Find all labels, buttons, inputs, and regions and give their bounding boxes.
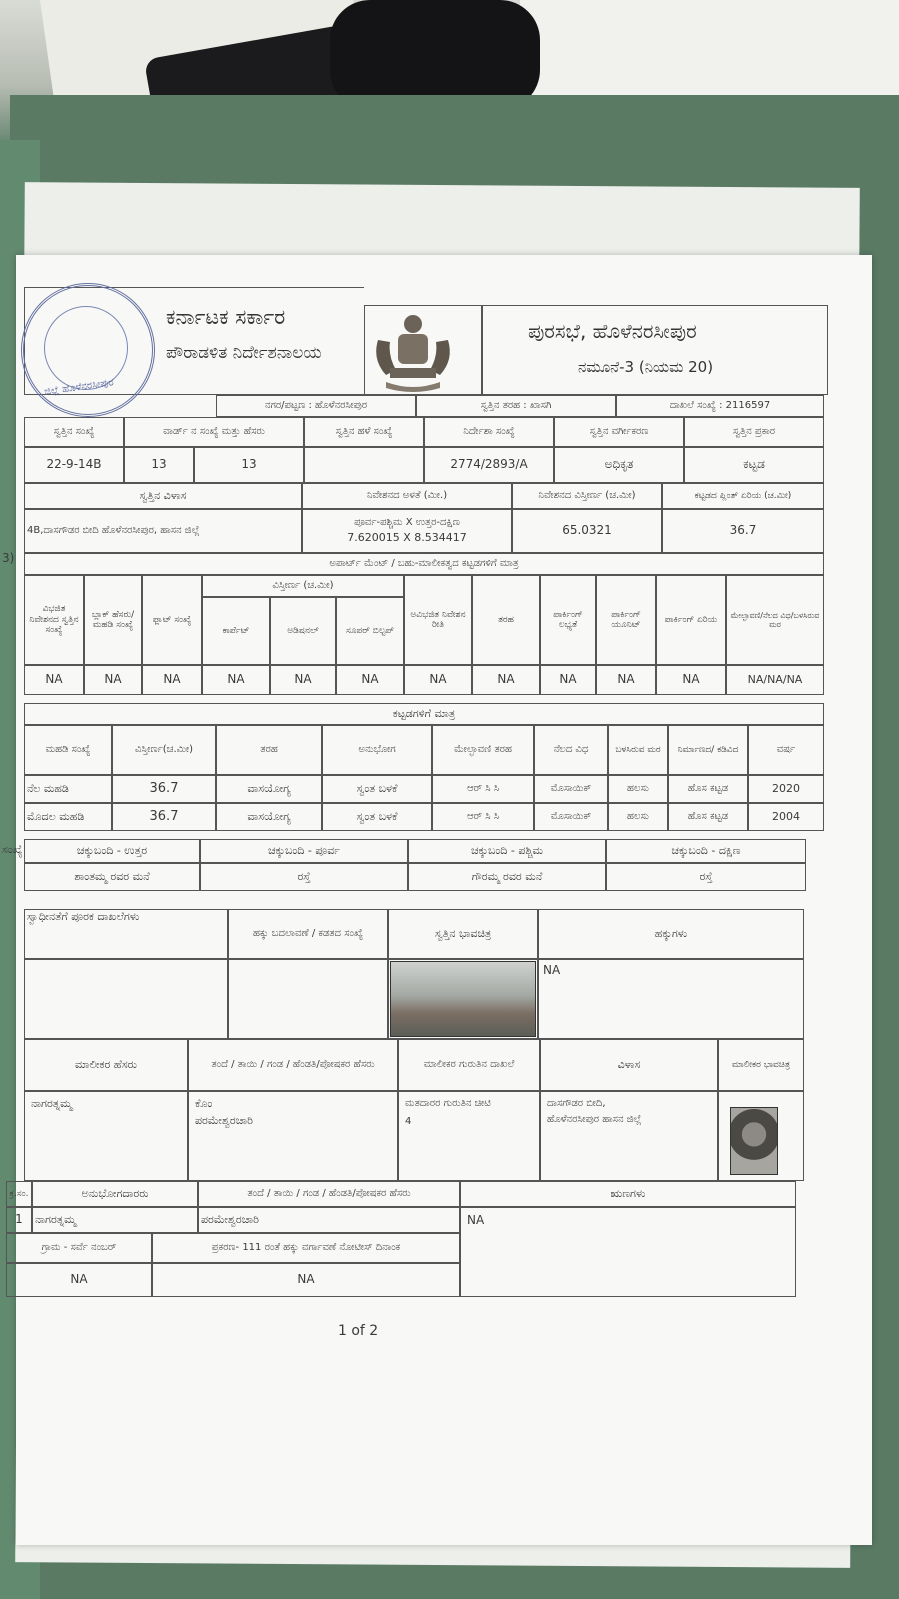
owner-name-value: ನಾಗರತ್ನಮ್ಮ — [24, 1091, 188, 1181]
bld-col-usage: ಅನುಭೋಗ — [322, 725, 432, 775]
apt-col-type: ತರಹ — [472, 575, 540, 665]
notice-date-value: NA — [152, 1263, 460, 1297]
occ-no-header: ಕ್ರ.ಸಂ. — [6, 1181, 32, 1207]
apt-val-flat-no: NA — [142, 665, 202, 695]
directorate-name: ಪೌರಾಡಳಿತ ನಿರ್ದೇಶನಾಲಯ — [166, 343, 322, 363]
property-kind-header: ಸ್ವತ್ತಿನ ಪ್ರಕಾರ — [684, 417, 824, 447]
apt-val-parking-area: NA — [656, 665, 726, 695]
left-edge-label: ಸಂಖ್ಯೆ — [2, 843, 23, 856]
entry-number-label: ದಾಖಲೆ ಸಂಖ್ಯೆ — [669, 400, 716, 412]
property-kind-value: ಕಟ್ಟಡ — [684, 447, 824, 483]
building-section-title: ಕಟ್ಟಡಗಳಿಗೆ ಮಾತ್ರ — [24, 703, 824, 725]
entry-number-value: 2116597 — [725, 400, 771, 412]
property-no-header: ಸ್ವತ್ತಿನ ಸಂಖ್ಯೆ — [24, 417, 124, 447]
apt-val-super-builtup: NA — [336, 665, 404, 695]
apt-col-parking-area: ಪಾರ್ಕಿಂಗ್ ಏರಿಯ — [656, 575, 726, 665]
bld-row2-wood: ಹಲಸು — [608, 803, 668, 831]
bld-row2-type: ವಾಸಯೋಗ್ಯ — [216, 803, 322, 831]
supporting-docs-header: ಸ್ವಾಧೀನತೆಗೆ ಪೂರಕ ದಾಖಲೆಗಳು — [24, 909, 228, 959]
owner-address-line2: ಹೊಳೆನರಸೀಪುರ ಹಾಸನ ಜಿಲ್ಲೆ — [547, 1113, 642, 1125]
plot-area-header: ನಿವೇಶನದ ವಿಸ್ತೀರ್ಣ (ಚ.ಮೀ) — [512, 483, 662, 509]
bld-row1-construction: ಹೊಸ ಕಟ್ಟಡ — [668, 775, 748, 803]
owner-id-header: ಮಾಲೀಕರ ಗುರುತಿನ ದಾಖಲೆ — [398, 1039, 540, 1091]
owner-relative-header: ತಂದೆ / ತಾಯಿ / ಗಂಡ / ಹೆಂಡತಿ/ಪೋಷಕರ ಹೆಸರು — [188, 1039, 398, 1091]
property-no-value: 22-9-14B — [24, 447, 124, 483]
occ-relative-header: ತಂದೆ / ತಾಯಿ / ಗಂಡ / ಹೆಂಡತಿ/ಪೋಷಕರ ಹೆಸರು — [198, 1181, 460, 1207]
town-value: ಹೊಳೆನರಸೀಪುರ — [315, 400, 368, 412]
bld-row2-area: 36.7 — [112, 803, 216, 831]
plot-area-value: 65.0321 — [512, 509, 662, 553]
bld-row2-construction: ಹೊಸ ಕಟ್ಟಡ — [668, 803, 748, 831]
bld-row1-usage: ಸ್ವಂತ ಬಳಕೆ — [322, 775, 432, 803]
bld-row2-usage: ಸ್ವಂತ ಬಳಕೆ — [322, 803, 432, 831]
old-no-header: ಸ್ವತ್ತಿನ ಹಳೆ ಸಂಖ್ಯೆ — [304, 417, 424, 447]
background-paper — [520, 0, 899, 105]
owner-id-cell — [398, 1091, 540, 1181]
apt-val-undivided: NA — [404, 665, 472, 695]
bld-col-roof: ಮೇಲ್ಛಾವಣಿ ತರಹ — [432, 725, 534, 775]
property-type-cell: ಸ್ವತ್ತಿನ ತರಹ : ಖಾಸಗಿ — [416, 395, 616, 417]
address-header: ಸ್ವತ್ತಿನ ವಿಳಾಸ — [24, 483, 302, 509]
apt-col-roof-floor-wood: ಮೇಲ್ಛಾವಣಿ/ನೆಲದ ವಿಧ/ಬಳಸಿರುವ ಮರ — [726, 575, 824, 665]
owner-relation: ಕೊಂ — [195, 1097, 213, 1110]
mutation-value — [228, 959, 388, 1039]
owner-photo — [730, 1107, 778, 1175]
boundary-south-header: ಚಕ್ಕುಬಂದಿ - ದಕ್ಷಿಣ — [606, 839, 806, 863]
apt-col-area: ವಿಸ್ತೀರ್ಣ (ಚ.ಮೀ) — [202, 575, 404, 597]
bld-row2-floor-type: ಮೊಸಾಯಿಕ್ — [534, 803, 608, 831]
apartment-section-title: ಅಪಾರ್ಟ್ ಮೆಂಟ್ / ಬಹು-ಮಾಲೀಕತ್ವದ ಕಟ್ಟಡಗಳಿಗೆ ಮಾತ್ರ — [24, 553, 824, 575]
plinth-area-header: ಕಟ್ಟಡದ ಪ್ಲಿಂತ್ ಏರಿಯ (ಚ.ಮೀ) — [662, 483, 824, 509]
left-edge-mark: 3) — [2, 551, 15, 565]
apt-val-parking-available: NA — [540, 665, 596, 695]
town-label: ನಗರ/ಪಟ್ಟಣ — [264, 400, 306, 412]
property-type-value: ಖಾಸಗಿ — [529, 400, 552, 412]
black-object — [330, 0, 540, 110]
boundary-west-value: ಗೌರಮ್ಮ ರವರ ಮನೆ — [408, 863, 606, 891]
direction-no-header: ನಿರ್ದೇಶಾ ಸಂಖ್ಯೆ — [424, 417, 554, 447]
town-cell: ನಗರ/ಪಟ್ಟಣ : ಹೊಳೆನರಸೀಪುರ — [216, 395, 416, 417]
boundary-north-value: ಶಾಂತಮ್ಮ ರವರ ಮನೆ — [24, 863, 200, 891]
apt-val-roof-floor-wood: NA/NA/NA — [726, 665, 824, 695]
apt-col-carpet: ಕಾರ್ಪೆಟ್ — [202, 597, 270, 665]
apt-col-divided-plot: ವಿಭಜಿತ ನಿವೇಶನದ ಸ್ವತ್ತಿನ ಸಂಖ್ಯೆ — [24, 575, 84, 665]
apt-col-block: ಬ್ಲಾಕ್ ಹೆಸರು/ ಮಹಡಿ ಸಂಖ್ಯೆ — [84, 575, 142, 665]
apt-val-parking-units: NA — [596, 665, 656, 695]
bld-row1-type: ವಾಸಯೋಗ್ಯ — [216, 775, 322, 803]
bld-col-floor: ಮಹಡಿ ಸಂಖ್ಯೆ — [24, 725, 112, 775]
apt-col-undivided: ಅವಿಭಜಿತ ನಿವೇಶನ ರೀತಿ — [404, 575, 472, 665]
bld-row2-floor: ಮೊದಲ ಮಹಡಿ — [24, 803, 112, 831]
ward-header: ವಾರ್ಡ್ ನ ಸಂಖ್ಯೆ ಮತ್ತು ಹೆಸರು — [124, 417, 304, 447]
apt-col-flat-no: ಫ್ಲಾಟ್ ಸಂಖ್ಯೆ — [142, 575, 202, 665]
boundary-east-value: ರಸ್ತೆ — [200, 863, 408, 891]
municipality-name: ಪುರಸಭೆ, ಹೊಳೆನರಸೀಪುರ — [528, 319, 697, 343]
owner-id-doc: ಮತದಾರರ ಗುರುತಿನ ಚೀಟಿ — [405, 1098, 491, 1109]
bld-col-wood: ಬಳಸಿರುವ ಮರ — [608, 725, 668, 775]
classification-header: ಸ್ವತ್ತಿನ ವರ್ಗೀಕರಣ — [554, 417, 684, 447]
plot-dimension-value: 7.620015 X 8.534417 — [347, 531, 467, 545]
rights-value: NA — [538, 959, 804, 1039]
property-photo-header: ಸ್ವತ್ತಿನ ಭಾವಚಿತ್ರ — [388, 909, 538, 959]
ward-name-value: 13 — [194, 447, 304, 483]
property-photo — [390, 961, 536, 1037]
apt-val-carpet: NA — [202, 665, 270, 695]
boundary-west-header: ಚಕ್ಕುಬಂದಿ - ಪಶ್ಚಿಮ — [408, 839, 606, 863]
owner-relative-name: ಪರಮೇಶ್ವರಚಾರಿ — [195, 1113, 253, 1127]
occ-row-name: ನಾಗರತ್ನಮ್ಮ — [32, 1207, 198, 1233]
bld-row2-year: 2004 — [748, 803, 824, 831]
plot-dimension-header: ನಿವೇಶನದ ಅಳತೆ (ಮೀ.) — [302, 483, 512, 509]
ward-no-value: 13 — [124, 447, 194, 483]
mutation-header: ಹಕ್ಕು ಬದಲಾವಣೆ / ಕಡತದ ಸಂಖ್ಯೆ — [228, 909, 388, 959]
owner-relative-cell — [188, 1091, 398, 1181]
owner-address-header: ವಿಳಾಸ — [540, 1039, 718, 1091]
apt-col-super-builtup: ಸೂಪರ್ ಬಿಲ್ಟಪ್ — [336, 597, 404, 665]
entry-number-cell: ದಾಖಲೆ ಸಂಖ್ಯೆ : 2116597 — [616, 395, 824, 417]
liabilities-header: ಋಣಗಳು — [460, 1181, 796, 1207]
owner-id-no: 4 — [405, 1115, 412, 1127]
plinth-area-value: 36.7 — [662, 509, 824, 553]
owner-address-cell — [540, 1091, 718, 1181]
apt-val-block: NA — [84, 665, 142, 695]
apt-col-parking-available: ಪಾರ್ಕಿಂಗ್ ಲಭ್ಯತೆ — [540, 575, 596, 665]
occ-row-relative: ಪರಮೇಶ್ವರಚಾರಿ — [198, 1207, 460, 1233]
bld-col-floor-type: ನೆಲದ ವಿಧ — [534, 725, 608, 775]
occ-name-header: ಅನುಭೋಗದಾರರು — [32, 1181, 198, 1207]
survey-no-value: NA — [6, 1263, 152, 1297]
owner-photo-header: ಮಾಲೀಕರ ಭಾವಚಿತ್ರ — [718, 1039, 804, 1091]
apt-col-parking-units: ಪಾರ್ಕಿಂಗ್ ಯೂನಿಟ್ — [596, 575, 656, 665]
page-number: 1 of 2 — [338, 1323, 379, 1339]
apt-val-additional: NA — [270, 665, 336, 695]
apt-val-divided-plot: NA — [24, 665, 84, 695]
owner-address-line1: ದಾಸಗೌಡರ ಬೀದಿ, — [547, 1098, 606, 1109]
classification-value: ಅಧಿಕೃತ — [554, 447, 684, 483]
owner-name-header: ಮಾಲೀಕರ ಹೆಸರು — [24, 1039, 188, 1091]
bld-row1-wood: ಹಲಸು — [608, 775, 668, 803]
plot-dimension-sub: ಪೂರ್ವ-ಪಶ್ಚಿಮ X ಉತ್ತರ-ದಕ್ಷಿಣ — [354, 516, 460, 528]
direction-no-value: 2774/2893/A — [424, 447, 554, 483]
liabilities-value: NA — [460, 1207, 796, 1297]
plot-dimension-cell — [302, 509, 512, 553]
bld-row2-roof: ಆರ್ ಸಿ ಸಿ — [432, 803, 534, 831]
supporting-docs-value — [24, 959, 228, 1039]
apt-col-additional: ಅಡಿಷನಲ್ — [270, 597, 336, 665]
rights-header: ಹಕ್ಕುಗಳು — [538, 909, 804, 959]
apt-val-type: NA — [472, 665, 540, 695]
bld-row1-area: 36.7 — [112, 775, 216, 803]
property-certificate-page — [2, 255, 872, 1545]
old-no-value — [304, 447, 424, 483]
form-number: ನಮೂನೆ-3 (ನಿಯಮ 20) — [578, 358, 714, 376]
gov-title: ಕರ್ನಾಟಕ ಸರ್ಕಾರ — [166, 305, 286, 329]
bld-col-type: ತರಹ — [216, 725, 322, 775]
survey-no-header: ಗ್ರಾಮ - ಸರ್ವೆ ನಂಬರ್ — [6, 1233, 152, 1263]
bld-col-construction: ನಿರ್ಮಾಣದ/ ಕಡಿವಿದ — [668, 725, 748, 775]
bld-row1-floor: ನೆಲ ಮಹಡಿ — [24, 775, 112, 803]
bld-col-year: ವರ್ಷ — [748, 725, 824, 775]
boundary-east-header: ಚಕ್ಕುಬಂದಿ - ಪೂರ್ವ — [200, 839, 408, 863]
bld-row1-roof: ಆರ್ ಸಿ ಸಿ — [432, 775, 534, 803]
document-body — [2, 255, 872, 1545]
state-emblem-icon — [368, 310, 458, 395]
address-value: 4B,ದಾಸಗೌಡರ ಬೀದಿ ಹೊಳೆನರಸೀಪುರ, ಹಾಸನ ಜಿಲ್ಲೆ — [24, 509, 302, 553]
boundary-north-header: ಚಕ್ಕುಬಂದಿ - ಉತ್ತರ — [24, 839, 200, 863]
seal-text: ಜಿಲ್ಲೆ ಹೊಳೆನರಸೀಪುರ — [43, 377, 115, 398]
bld-col-area: ವಿಸ್ತೀರ್ಣ(ಚ.ಮೀ) — [112, 725, 216, 775]
bld-row1-year: 2020 — [748, 775, 824, 803]
notice-date-header: ಪ್ರಕರಣ- 111 ರಂತೆ ಹಕ್ಕು ವರ್ಗಾವಣೆ ನೋಟೀಸ್ ದಿನಾಂಕ — [152, 1233, 460, 1263]
boundary-south-value: ರಸ್ತೆ — [606, 863, 806, 891]
bld-row1-floor-type: ಮೊಸಾಯಿಕ್ — [534, 775, 608, 803]
property-type-label: ಸ್ವತ್ತಿನ ತರಹ — [480, 400, 521, 412]
office-seal — [21, 283, 155, 417]
occ-row-no: 1 — [6, 1207, 32, 1233]
